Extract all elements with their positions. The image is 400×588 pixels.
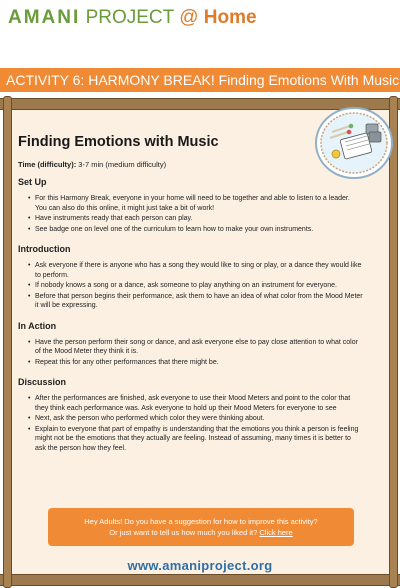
- page-title: Finding Emotions with Music: [18, 134, 219, 150]
- header: [0, 0, 400, 66]
- feedback-line-2: [48, 527, 354, 538]
- wood-stick-left: [3, 96, 12, 588]
- list-item: • Have instruments ready that each person can play.: [28, 214, 363, 224]
- list-item: • Before that person begins their performance, ask them to have an idea of what color from the Mood Meter it will be expressing.: [28, 292, 363, 311]
- list-item: • For this Harmony Break, everyone in your home will need to be together and able to listen to a leader. You can also do this online, it might just take a bit of work!: [28, 194, 363, 213]
- feedback-line-1: Hey Adults! Do you have a suggestion for how to improve this activity?: [84, 517, 318, 526]
- feedback-link[interactable]: Click here: [259, 528, 293, 537]
- wood-board-bottom: [0, 574, 400, 586]
- section-heading-discussion: Discussion: [18, 377, 67, 387]
- brand-amani: AMANI: [8, 7, 81, 28]
- feedback-banner: [48, 508, 354, 546]
- list-item: • Repeat this for any other performances that there might be.: [28, 358, 363, 368]
- time-value: 3-7 min (medium difficulty): [78, 160, 167, 169]
- discussion-list: [18, 394, 363, 453]
- setup-list: [18, 194, 363, 234]
- section-heading-in-action: In Action: [18, 320, 57, 331]
- brand-at: @: [179, 7, 199, 28]
- section-heading-setup: Set Up: [18, 177, 47, 187]
- brand-home: Home: [203, 7, 257, 28]
- website-link[interactable]: www.amaniproject.org: [127, 558, 273, 573]
- time-label: Time (difficulty):: [18, 160, 77, 169]
- feedback-line-2-text: Or just want to tell us how much you liked it?: [109, 528, 258, 537]
- list-item: • See badge one on level one of the curriculum to learn how to make your own instruments.: [28, 225, 363, 235]
- brand-logo[interactable]: [8, 6, 257, 30]
- list-item: • Ask everyone if there is anyone who has a song they would like to sing or play, or a dance they would like to perform.: [28, 261, 363, 280]
- list-item: • Have the person perform their song or dance, and ask everyone else to pay close attention to what color of the Mood Meter they think it is.: [28, 338, 363, 357]
- activity-content: [18, 134, 363, 463]
- brand-project: PROJECT: [85, 7, 174, 28]
- list-item: • After the performances are finished, ask everyone to use their Mood Meters and point to the color that they think each performance was. Ask everyone to hold up their Mood Meters for everyone to see: [28, 394, 363, 413]
- activity-title-bar: ACTIVITY 6: HARMONY BREAK! Finding Emotions With Music: [0, 68, 400, 92]
- in-action-list: [18, 338, 363, 368]
- time-difficulty: [18, 160, 363, 169]
- list-item: • If nobody knows a song or a dance, ask someone to play anything on an instrument for everyone.: [28, 281, 363, 291]
- section-heading-introduction: Introduction: [18, 244, 71, 254]
- list-item: • Explain to everyone that part of empathy is understanding that the emotions you think a person is feeling might not be the emotions that they actually are feeling. Instead of assuming, many times it is better to ask the person how they feel.: [28, 425, 363, 454]
- introduction-list: [18, 261, 363, 311]
- list-item: • Next, ask the person who performed which color they were thinking about.: [28, 414, 363, 424]
